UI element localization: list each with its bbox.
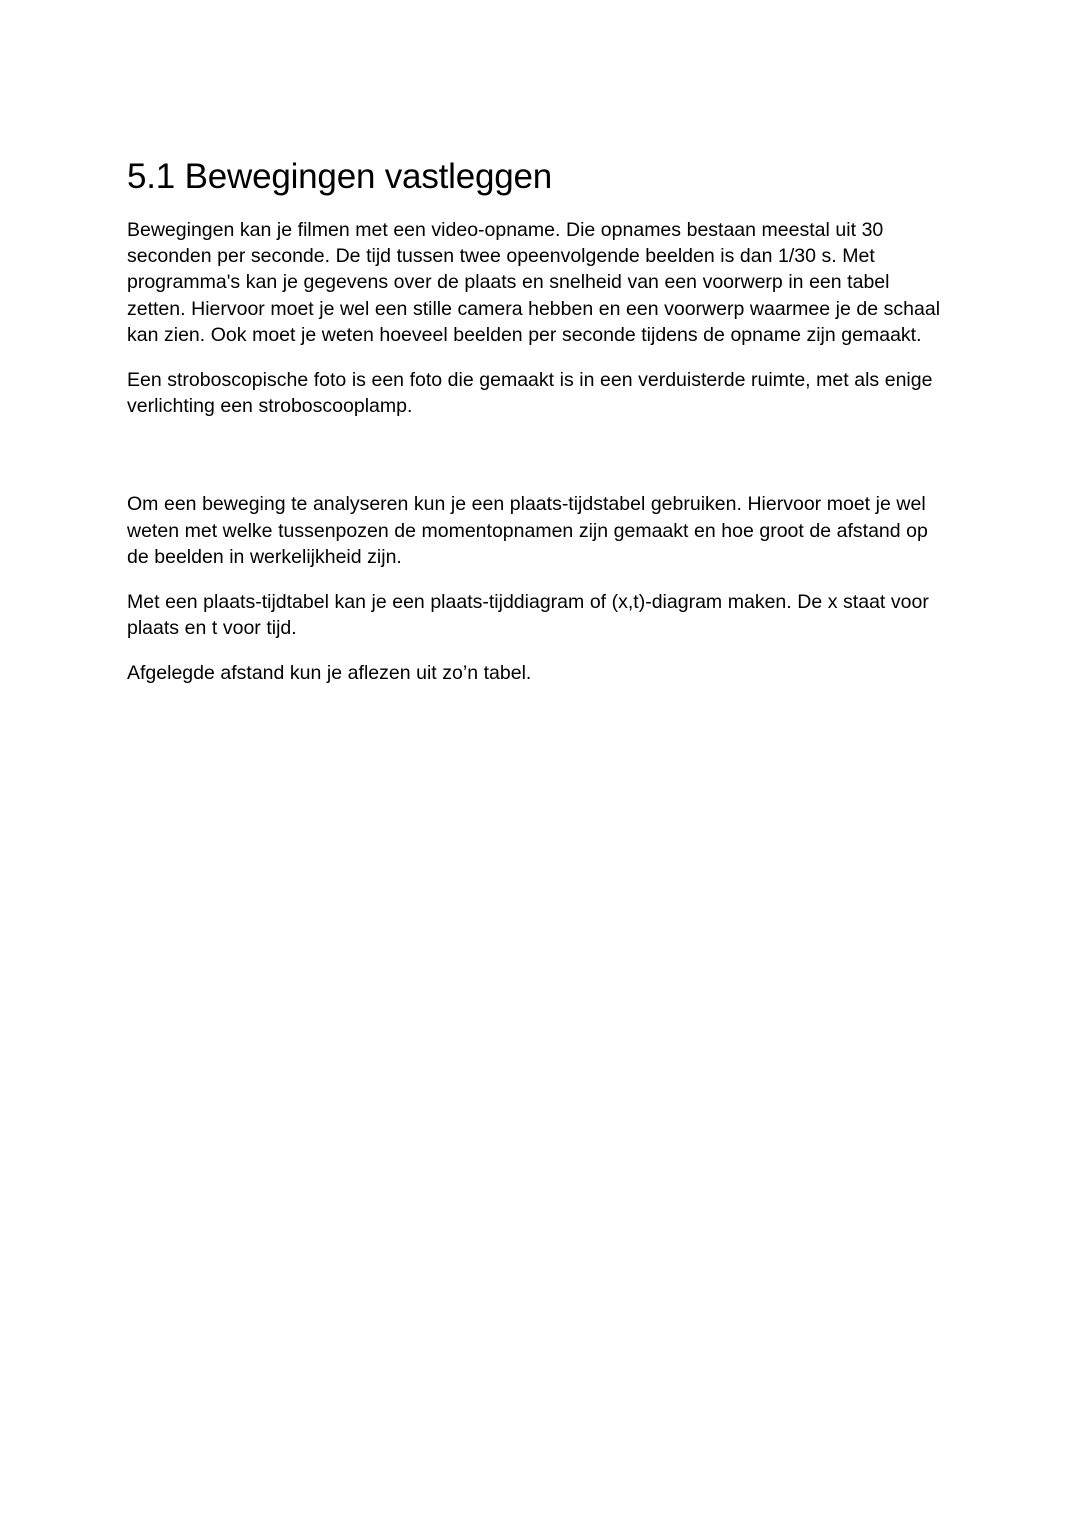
document-body [127, 155, 952, 687]
body-paragraph-1: Bewegingen kan je filmen met een video-opname. Die opnames bestaan meestal uit 30 seconden per seconde. De tijd tussen twee opeenvolgende beelden is dan 1/30 s. Met programma's kan je gegevens over de plaats en snelheid van een voorwerp in een tabel zetten. Hiervoor moet je wel een stille camera hebben en een voorwerp waarmee je de schaal kan zien. Ook moet je weten hoeveel beelden per seconde tijdens de opname zijn gemaakt. [127, 219, 941, 346]
body-paragraph-4: Met een plaats-tijdtabel kan je een plaats-tijddiagram of (x,t)-diagram maken. De x staat voor plaats en t voor tijd. [127, 591, 929, 640]
body-paragraph-2: Een stroboscopische foto is een foto die gemaakt is in een verduisterde ruimte, met als enige verlichting een stroboscooplamp. [127, 369, 933, 418]
page-title: 5.1 Bewegingen vastleggen [127, 157, 553, 196]
body-paragraph-5: Afgelegde afstand kun je aflezen uit zo’n tabel. [127, 662, 532, 685]
body-paragraph-3: Om een beweging te analyseren kun je een plaats-tijdstabel gebruiken. Hiervoor moet je wel weten met welke tussenpozen de momentopnamen zijn gemaakt en hoe groot de afstand op de beelden in werkelijkheid zijn. [127, 493, 928, 568]
